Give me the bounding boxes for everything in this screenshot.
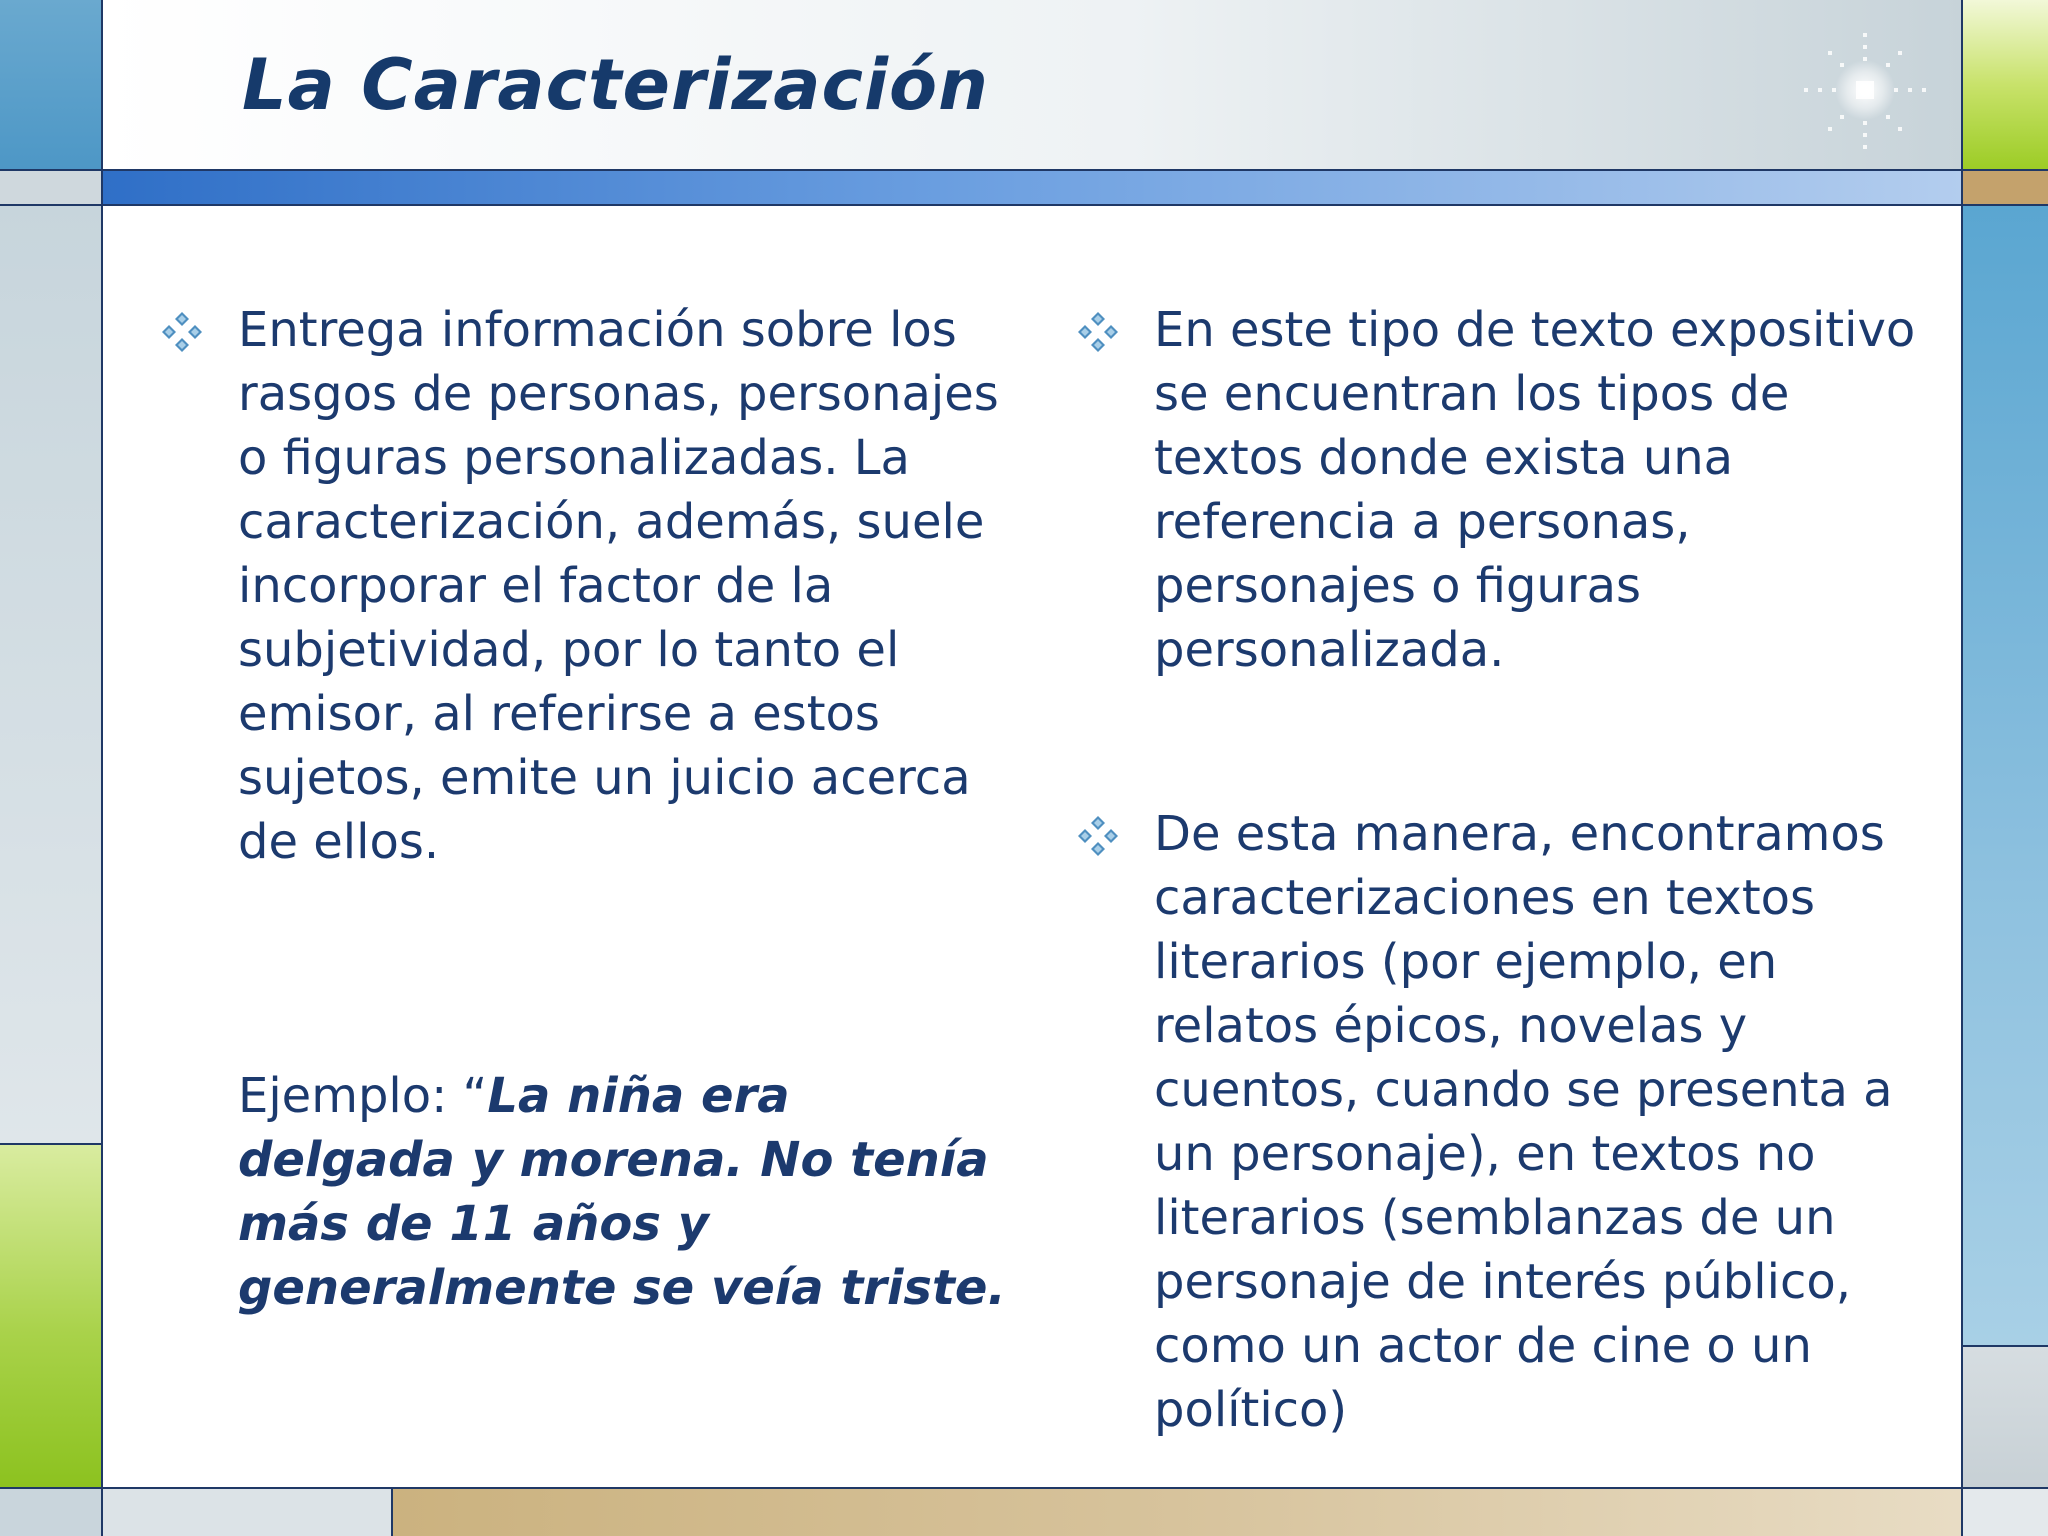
frame-block-left-green <box>0 1144 102 1488</box>
four-diamond-bullet-icon <box>160 298 238 370</box>
frame-line <box>0 1487 2048 1489</box>
frame-line <box>1962 1345 2048 1347</box>
bullet-text: De esta manera, encontramos caracterizaciones en textos literarios (por ejemplo, en relatos épicos, novelas y cuentos, cuando se presenta a un personaje), en textos no literarios (semblanzas de un personaje de interés público, como un actor de cine o un político) <box>1154 806 1893 1438</box>
example-quote: La niña era delgada y morena. No tenía más de 11 años y generalmente se veía triste. <box>238 1068 1006 1316</box>
frame-block-bottom-grey <box>102 1488 392 1536</box>
bullet-text: Entrega información sobre los rasgos de personas, personajes o figuras personalizadas. La caracterización, además, suele incorporar el factor de la subjetividad, por lo tanto el emisor, al referirse a estos sujetos, emite un juicio acerca de ellos. <box>238 302 999 870</box>
frame-line <box>0 169 2048 171</box>
frame-block-top-right <box>1962 0 2048 170</box>
bullet-item <box>160 298 1020 874</box>
frame-block-bottom-tan <box>392 1488 1962 1536</box>
frame-block-bottom-left <box>0 1488 102 1536</box>
frame-line <box>1961 0 1963 1536</box>
frame-line <box>0 204 2048 206</box>
left-column <box>160 298 1020 1320</box>
frame-block-top-left <box>0 0 102 170</box>
bullet-item <box>1076 298 1936 682</box>
slide-title: La Caracterización <box>242 44 989 126</box>
frame-block-top-left-strip <box>0 170 102 204</box>
frame-block-right-grey <box>1962 1346 2048 1488</box>
frame-block-top-right-strip <box>1962 170 2048 204</box>
frame-block-bottom-right <box>1962 1488 2048 1536</box>
example-text <box>238 1064 1020 1320</box>
bullet-item <box>1076 802 1936 1442</box>
example-label: Ejemplo: “ <box>238 1068 488 1124</box>
frame-line <box>101 0 103 1536</box>
spacer <box>1076 682 1936 802</box>
bullet-text: En este tipo de texto expositivo se encuentran los tipos de textos donde exista una referencia a personas, personajes o figuras personalizada. <box>1154 302 1916 678</box>
header-blue-bar <box>102 170 1962 204</box>
right-column <box>1076 298 1936 1442</box>
frame-line <box>0 1143 102 1145</box>
four-diamond-bullet-icon <box>1076 298 1154 370</box>
sparkle-icon <box>1790 25 1940 165</box>
frame-block-left <box>0 204 102 1144</box>
frame-line <box>391 1488 393 1536</box>
frame-block-right <box>1962 204 2048 1346</box>
four-diamond-bullet-icon <box>1076 802 1154 874</box>
